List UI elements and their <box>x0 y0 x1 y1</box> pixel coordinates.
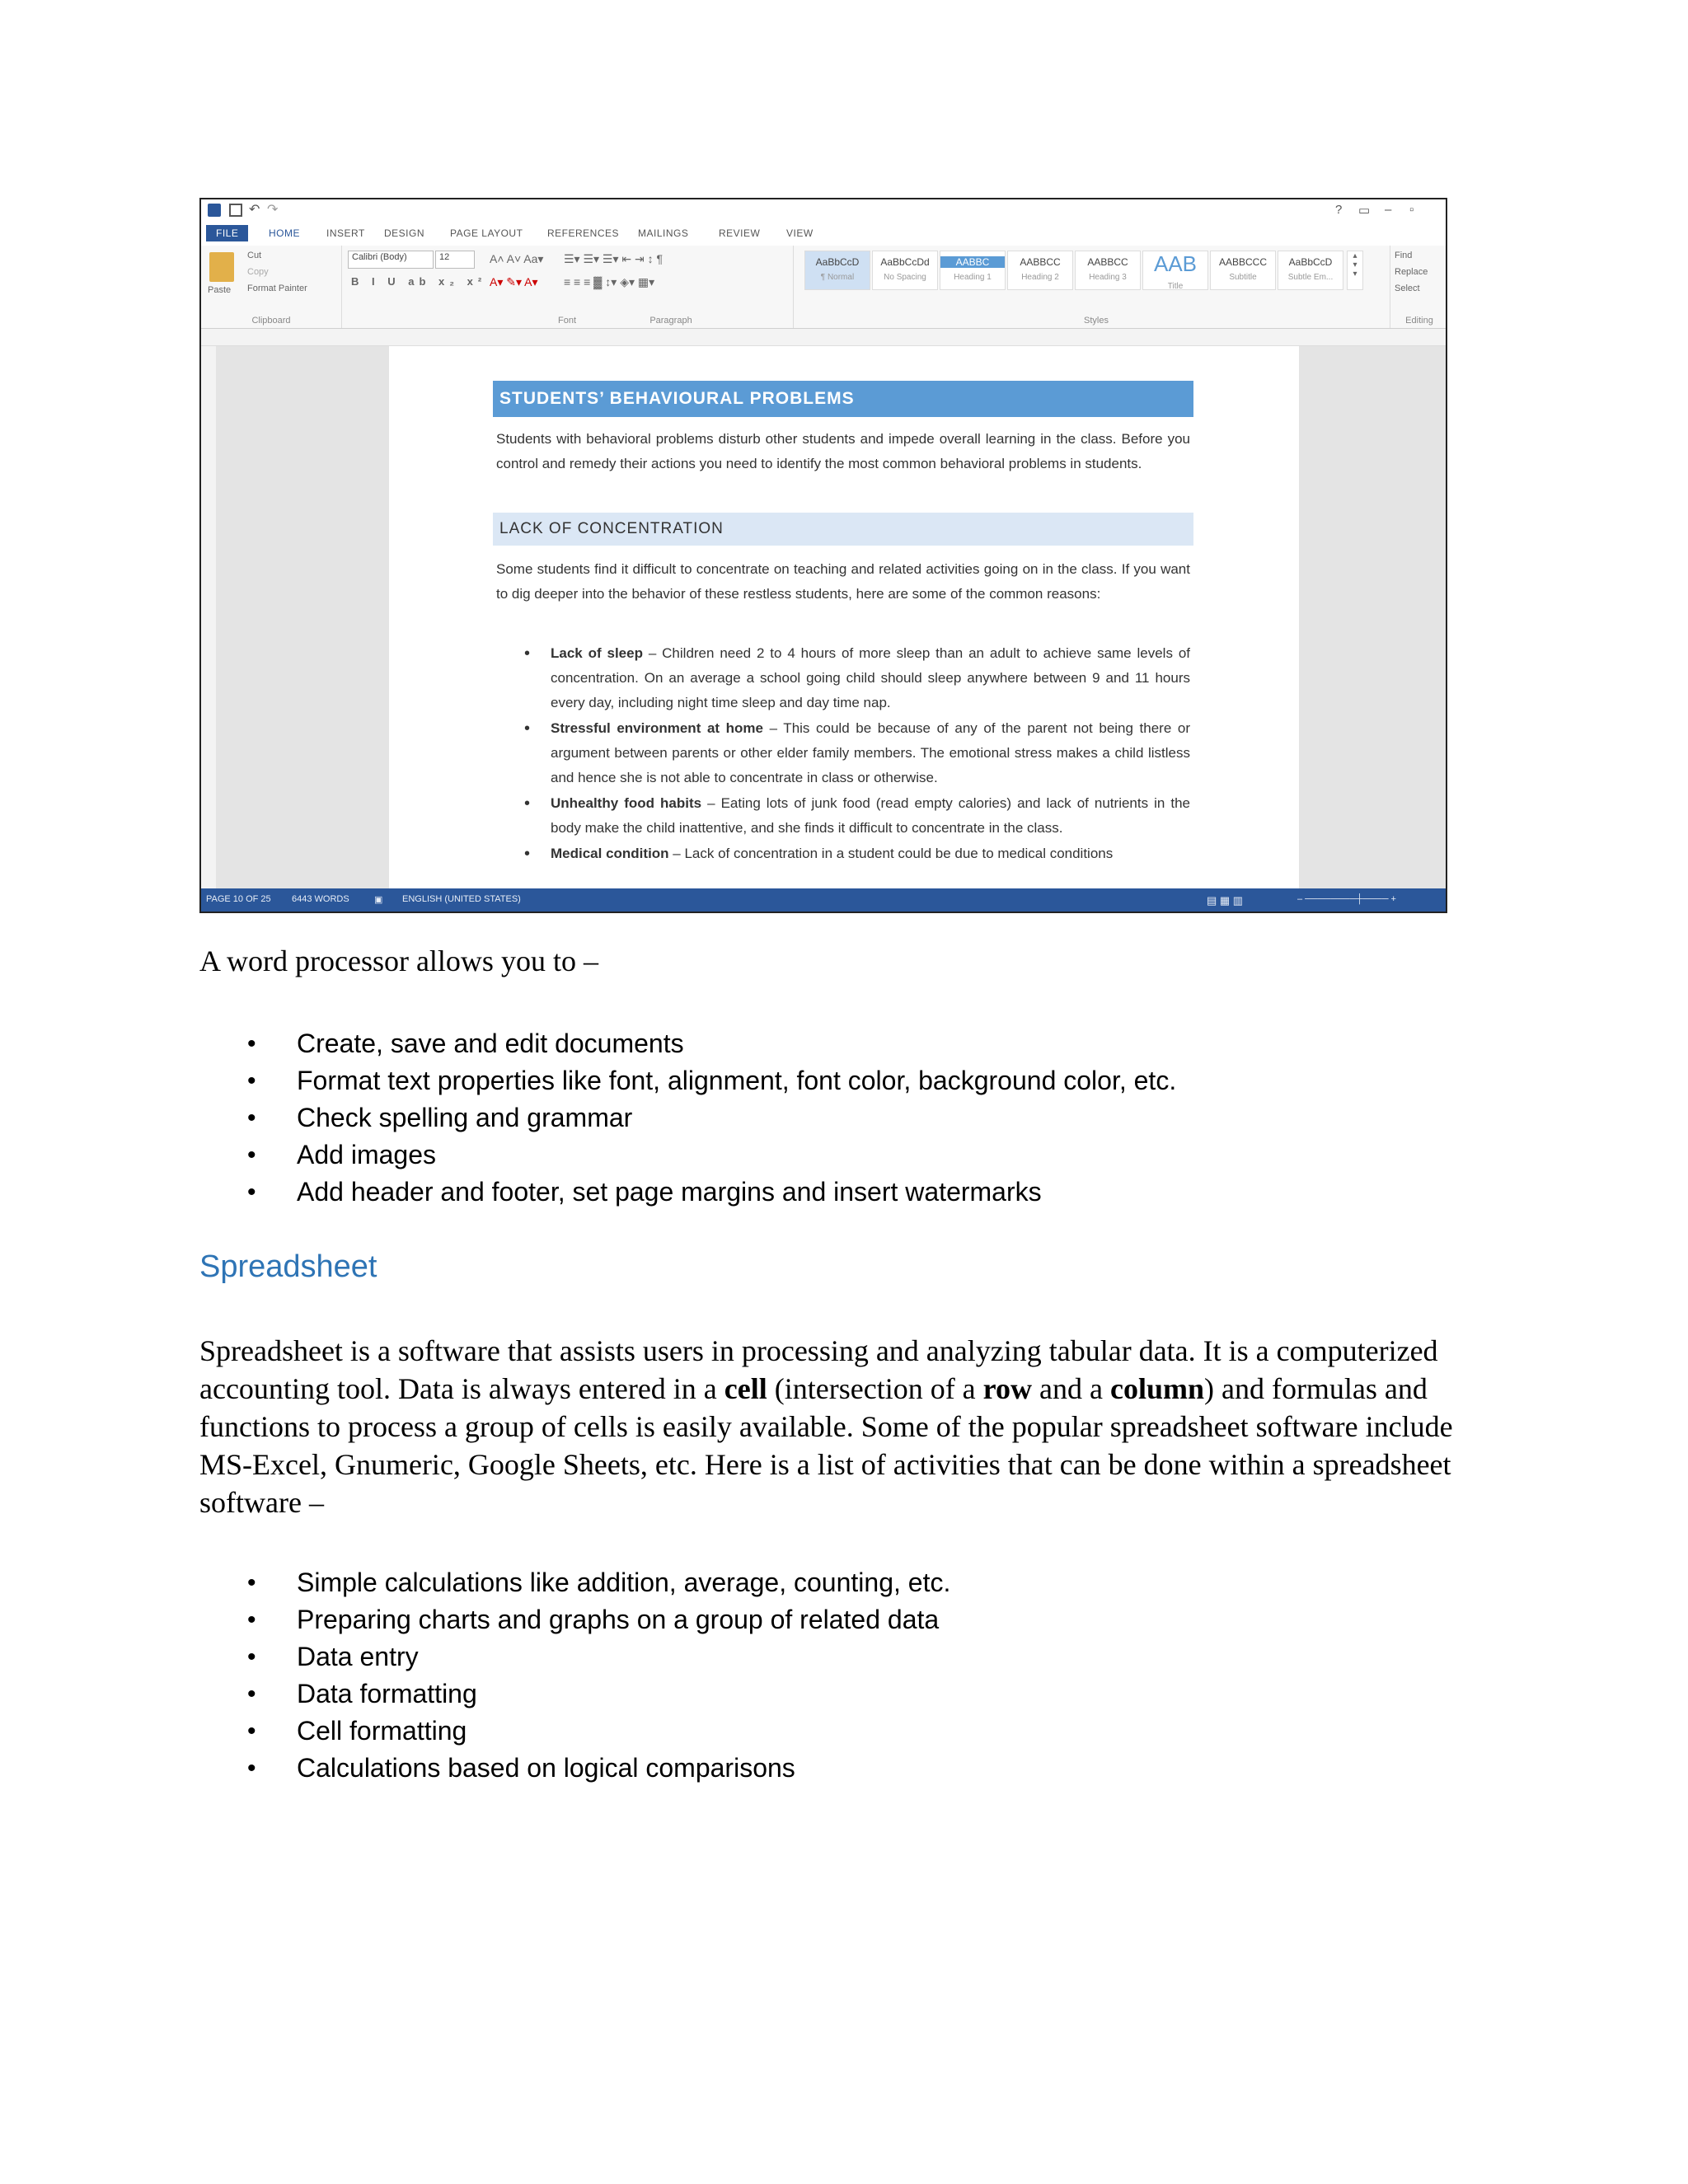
spreadsheet-paragraph: Spreadsheet is a software that assists users in processing and analyzing tabular data. It is a computerized accounting tool. Data is always entered in a cell (intersection of a row and a column) and formulas and functions to process a group of cells is easily available. Some of the popular spreadsheet software include MS-Excel, Gnumeric, Google Sheets, etc. Here is a list of activities that can be done within a spreadsheet software – <box>199 1334 1453 1519</box>
vertical-ruler[interactable] <box>201 346 217 890</box>
word-processor-feature-list <box>199 1025 1176 1211</box>
font-size-box[interactable]: 12 <box>435 251 475 269</box>
editing-group <box>1390 246 1447 328</box>
restore-icon[interactable]: ▫ <box>1409 203 1414 217</box>
doc-bullet-list <box>551 641 1190 867</box>
paragraph-label: Paragraph <box>649 316 692 326</box>
minimize-icon[interactable]: – <box>1385 203 1392 217</box>
quick-access-toolbar <box>201 199 1446 224</box>
ribbon-display-icon[interactable]: ▭ <box>1358 204 1371 218</box>
clipboard-label: Clipboard <box>251 316 291 326</box>
styles-more-icon[interactable]: ▴ ▾ ▾ <box>1347 251 1363 290</box>
redo-icon[interactable]: ↷ <box>267 203 279 217</box>
copy-button[interactable]: Copy <box>247 267 269 277</box>
undo-icon[interactable]: ↶ <box>249 203 260 217</box>
doc-section-paragraph: Some students find it difficult to concentrate on teaching and related activities going on in the class. If you want to dig deeper into the behavior of these restless students, here are some of the common reasons: <box>496 561 1190 602</box>
tab-references[interactable]: REFERENCES <box>547 227 620 239</box>
list-item: • Add images <box>199 1137 1176 1174</box>
ribbon <box>201 246 1446 329</box>
grow-font-icon[interactable]: A˄ A˅ Aa▾ <box>490 252 544 265</box>
list-item: • Create, save and edit documents <box>199 1025 1176 1062</box>
font-name-box[interactable]: Calibri (Body) <box>348 251 434 269</box>
tab-review[interactable]: REVIEW <box>719 227 761 239</box>
tab-mailings[interactable]: MAILINGS <box>638 227 689 239</box>
bold-italic-underline-icons[interactable]: B I U ab x₂ x² <box>351 275 487 288</box>
word-processor-intro: A word processor allows you to – <box>199 944 598 977</box>
style-heading-1[interactable]: AABBC Heading 1 <box>940 251 1006 290</box>
style-normal[interactable]: AaBbCcD ¶ Normal <box>804 251 870 290</box>
ribbon-tabs <box>201 224 1446 246</box>
zoom-slider[interactable]: – ────────┼──── + <box>1297 894 1396 904</box>
spreadsheet-activity-list <box>199 1564 950 1787</box>
list-item: • Format text properties like font, alignment, font color, background color, etc. <box>199 1062 1176 1099</box>
doc-bullet-item: • Unhealthy food habits – Eating lots of junk food (read empty calories) and lack of nutrients in the body make the child inattentive, and she finds it difficult to concentrate in the class. <box>551 791 1190 841</box>
style-title[interactable]: AAB Title <box>1142 251 1208 290</box>
list-item: • Preparing charts and graphs on a group of related data <box>199 1601 950 1638</box>
list-item: • Add header and footer, set page margins and insert watermarks <box>199 1174 1176 1211</box>
style-heading-2[interactable]: AABBCC Heading 2 <box>1007 251 1073 290</box>
tab-view[interactable]: VIEW <box>786 227 814 239</box>
word-screenshot <box>199 198 1447 913</box>
replace-button[interactable]: Replace <box>1395 267 1428 277</box>
font-color-icon[interactable]: A▾ ✎▾ A▾ <box>490 275 538 288</box>
tab-home[interactable]: HOME <box>269 227 300 239</box>
list-item: • Data formatting <box>199 1675 950 1713</box>
select-button[interactable]: Select <box>1395 284 1420 293</box>
language-status[interactable]: ENGLISH (UNITED STATES) <box>402 894 521 904</box>
document-page[interactable] <box>389 346 1299 913</box>
tab-insert[interactable]: INSERT <box>326 227 365 239</box>
word-app-icon <box>208 204 221 217</box>
styles-group <box>803 246 1390 328</box>
doc-title: STUDENTS’ BEHAVIOURAL PROBLEMS <box>493 381 1193 417</box>
doc-bullet-item: • Stressful environment at home – This could be because of any of the parent not being there or argument between parents or other elder family members. The emotional stress makes a child listless and hence she is not able to concentrate in class or otherwise. <box>551 716 1190 790</box>
tab-file[interactable]: FILE <box>206 225 248 241</box>
save-icon[interactable] <box>229 204 242 217</box>
find-button[interactable]: Find <box>1395 251 1413 260</box>
cut-button[interactable]: Cut <box>247 251 262 260</box>
list-item: • Calculations based on logical comparisons <box>199 1750 950 1787</box>
horizontal-ruler[interactable] <box>201 329 1446 346</box>
list-item: • Cell formatting <box>199 1713 950 1750</box>
tab-design[interactable]: DESIGN <box>384 227 425 239</box>
alignment-icons[interactable]: ≡ ≡ ≡ ▓ ↕▾ ◈▾ ▦▾ <box>564 275 655 288</box>
doc-bullet-item: • Lack of sleep – Children need 2 to 4 hours of more sleep than an adult to achieve same levels of concentration. On an average a school going child should sleep anywhere between 9 and 11 hours every day, including night time sleep and day time nap. <box>551 641 1190 715</box>
list-item: • Check spelling and grammar <box>199 1099 1176 1137</box>
paste-icon[interactable] <box>209 252 234 282</box>
doc-bullet-item: • Medical condition – Lack of concentration in a student could be due to medical conditions <box>551 841 1190 866</box>
style-subtle-emphasis[interactable]: AaBbCcD Subtle Em... <box>1278 251 1343 290</box>
editing-label: Editing <box>1405 316 1433 326</box>
help-icon[interactable]: ? <box>1335 203 1343 217</box>
proofing-icon[interactable]: ▣ <box>374 895 383 905</box>
styles-label: Styles <box>1084 316 1109 326</box>
format-painter-button[interactable]: Format Painter <box>247 284 307 293</box>
font-label: Font <box>557 316 576 326</box>
spreadsheet-heading: Spreadsheet <box>199 1249 377 1284</box>
list-item: • Simple calculations like addition, average, counting, etc. <box>199 1564 950 1601</box>
page-count-status[interactable]: PAGE 10 OF 25 <box>206 894 271 904</box>
document-canvas <box>216 346 1446 890</box>
font-group-end <box>793 246 794 328</box>
paragraph-group <box>564 246 778 328</box>
style-no-spacing[interactable]: AaBbCcDd No Spacing <box>872 251 938 290</box>
clipboard-group <box>201 246 342 328</box>
word-count-status[interactable]: 6443 WORDS <box>292 894 349 904</box>
style-subtitle[interactable]: AABBCCC Subtitle <box>1210 251 1276 290</box>
list-item: • Data entry <box>199 1638 950 1675</box>
tab-page-layout[interactable]: PAGE LAYOUT <box>450 227 523 239</box>
style-heading-3[interactable]: AABBCC Heading 3 <box>1075 251 1141 290</box>
doc-intro-paragraph: Students with behavioral problems disturb other students and impede overall learning in the class. Before you control and remedy their actions you need to identify the most common behavioral problems in students. <box>496 431 1190 471</box>
status-bar <box>201 888 1446 912</box>
doc-section-heading: LACK OF CONCENTRATION <box>493 513 1193 546</box>
list-icons[interactable]: ☰▾ ☰▾ ☰▾ ⇤ ⇥ ↕ ¶ <box>564 252 663 265</box>
paste-button[interactable]: Paste <box>208 285 232 295</box>
view-mode-icons[interactable]: ▤ ▦ ▥ <box>1207 894 1244 907</box>
